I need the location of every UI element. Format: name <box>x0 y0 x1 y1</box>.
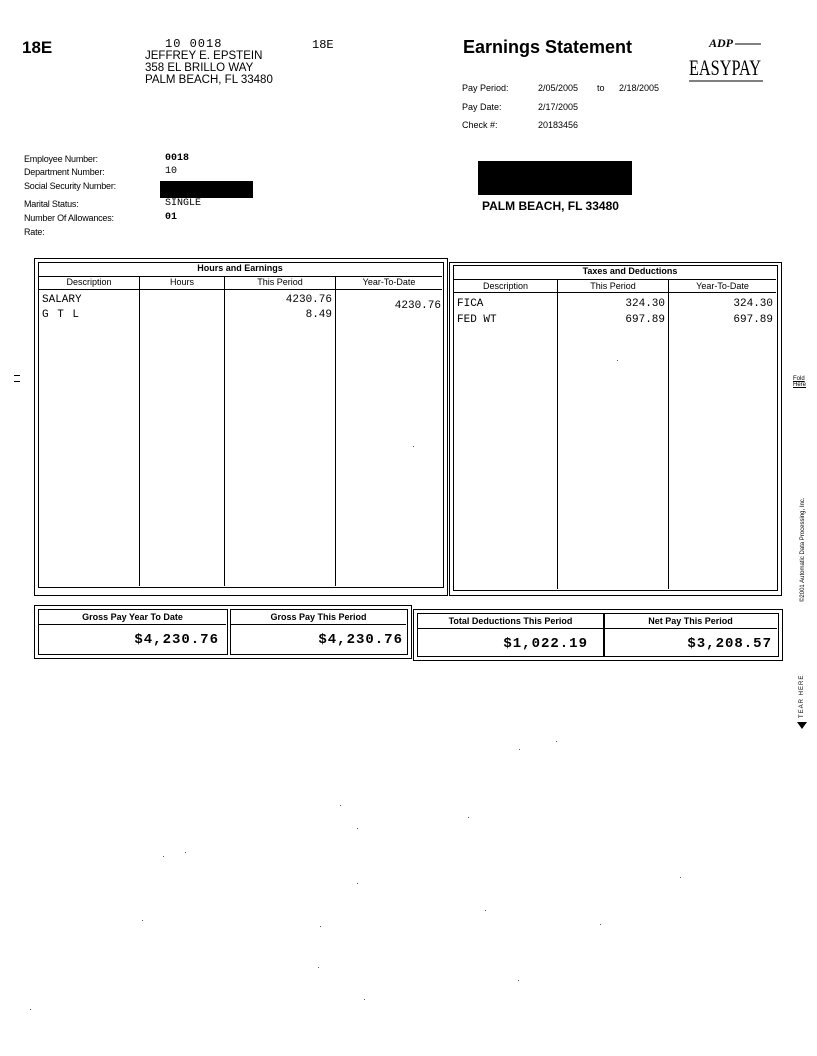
employee-number-label: Employee Number: <box>24 154 98 164</box>
pay-period-label: Pay Period: <box>462 83 509 93</box>
pay-date-label: Pay Date: <box>462 102 502 112</box>
check-number: 20183456 <box>538 120 579 130</box>
employee-code: 10 0018 <box>165 37 223 51</box>
rate-label: Rate: <box>24 227 45 237</box>
earnings-col-this-period: This Period <box>257 277 303 287</box>
ssn-redaction <box>160 181 253 198</box>
taxes-row-1-this-period: 324.30 <box>625 298 665 310</box>
employee-number: 0018 <box>165 153 190 164</box>
tear-arrow-icon <box>797 722 807 729</box>
department-label: Department Number: <box>24 167 105 177</box>
company-name-redaction <box>478 161 632 195</box>
net-pay-label: Net Pay This Period <box>648 616 733 626</box>
check-number-label: Check #: <box>462 120 498 130</box>
location-code-right: 18E <box>312 38 334 52</box>
marital-status: SINGLE <box>165 198 202 209</box>
earnings-col-ytd: Year-To-Date <box>362 277 416 287</box>
address-line-2: PALM BEACH, FL 33480 <box>145 74 273 86</box>
taxes-row-1-description: FICA <box>457 298 484 310</box>
net-pay-amount: $3,208.57 <box>687 636 772 652</box>
taxes-row-2-this-period: 697.89 <box>625 314 665 326</box>
deductions-label: Total Deductions This Period <box>448 616 573 626</box>
statement-title: Earnings Statement <box>463 37 633 57</box>
employee-name: JEFFREY E. EPSTEIN <box>145 50 263 62</box>
logo-adp-text: ADP <box>709 36 733 50</box>
address-line-1: 358 EL BRILLO WAY <box>145 62 254 74</box>
logo-easypay-text: EASYPAY <box>689 55 762 80</box>
earnings-title: Hours and Earnings <box>197 263 283 273</box>
gross-period-label: Gross Pay This Period <box>270 612 367 622</box>
earnings-row-1-this-period: 4230.76 <box>285 294 332 306</box>
pay-period-to: to <box>597 83 605 93</box>
earnings-row-1-description: SALARY <box>42 294 82 306</box>
fold-here-mark: Fold Here <box>793 376 807 388</box>
location-code: 18E <box>22 38 53 57</box>
department-number: 10 <box>165 166 178 177</box>
earnings-row-1-ytd: 4230.76 <box>394 300 441 312</box>
company-city: PALM BEACH, FL 33480 <box>482 199 619 213</box>
earnings-row-2-description: G T L <box>42 309 81 321</box>
taxes-row-2-ytd: 697.89 <box>733 314 773 326</box>
copyright-notice: ©2001 Automatic Data Processing, Inc. <box>800 497 806 602</box>
left-margin-mark <box>14 375 20 376</box>
pay-period-end: 2/18/2005 <box>619 83 660 93</box>
taxes-row-2-description: FED WT <box>457 314 497 326</box>
taxes-col-this-period: This Period <box>590 281 636 291</box>
ssn-label: Social Security Number: <box>24 181 116 191</box>
earnings-col-description: Description <box>66 277 112 287</box>
pay-date: 2/17/2005 <box>538 102 579 112</box>
allowances-label: Number Of Allowances: <box>24 213 114 223</box>
allowances: 01 <box>165 212 178 223</box>
taxes-row-1-ytd: 324.30 <box>733 298 773 310</box>
employee-address-block <box>145 38 273 86</box>
taxes-col-ytd: Year-To-Date <box>696 281 749 291</box>
tear-here-mark: TEAR HERE <box>799 674 805 718</box>
adp-easypay-logo <box>687 35 767 85</box>
taxes-title: Taxes and Deductions <box>582 266 678 276</box>
deductions-amount: $1,022.19 <box>503 636 588 652</box>
gross-ytd-label: Gross Pay Year To Date <box>82 612 183 622</box>
gross-period-amount: $4,230.76 <box>318 632 403 648</box>
earnings-col-hours: Hours <box>169 277 194 287</box>
gross-ytd-amount: $4,230.76 <box>134 632 219 648</box>
pay-period-start: 2/05/2005 <box>538 83 579 93</box>
taxes-col-description: Description <box>482 281 529 291</box>
marital-status-label: Marital Status: <box>24 199 79 209</box>
earnings-row-2-this-period: 8.49 <box>305 309 332 321</box>
